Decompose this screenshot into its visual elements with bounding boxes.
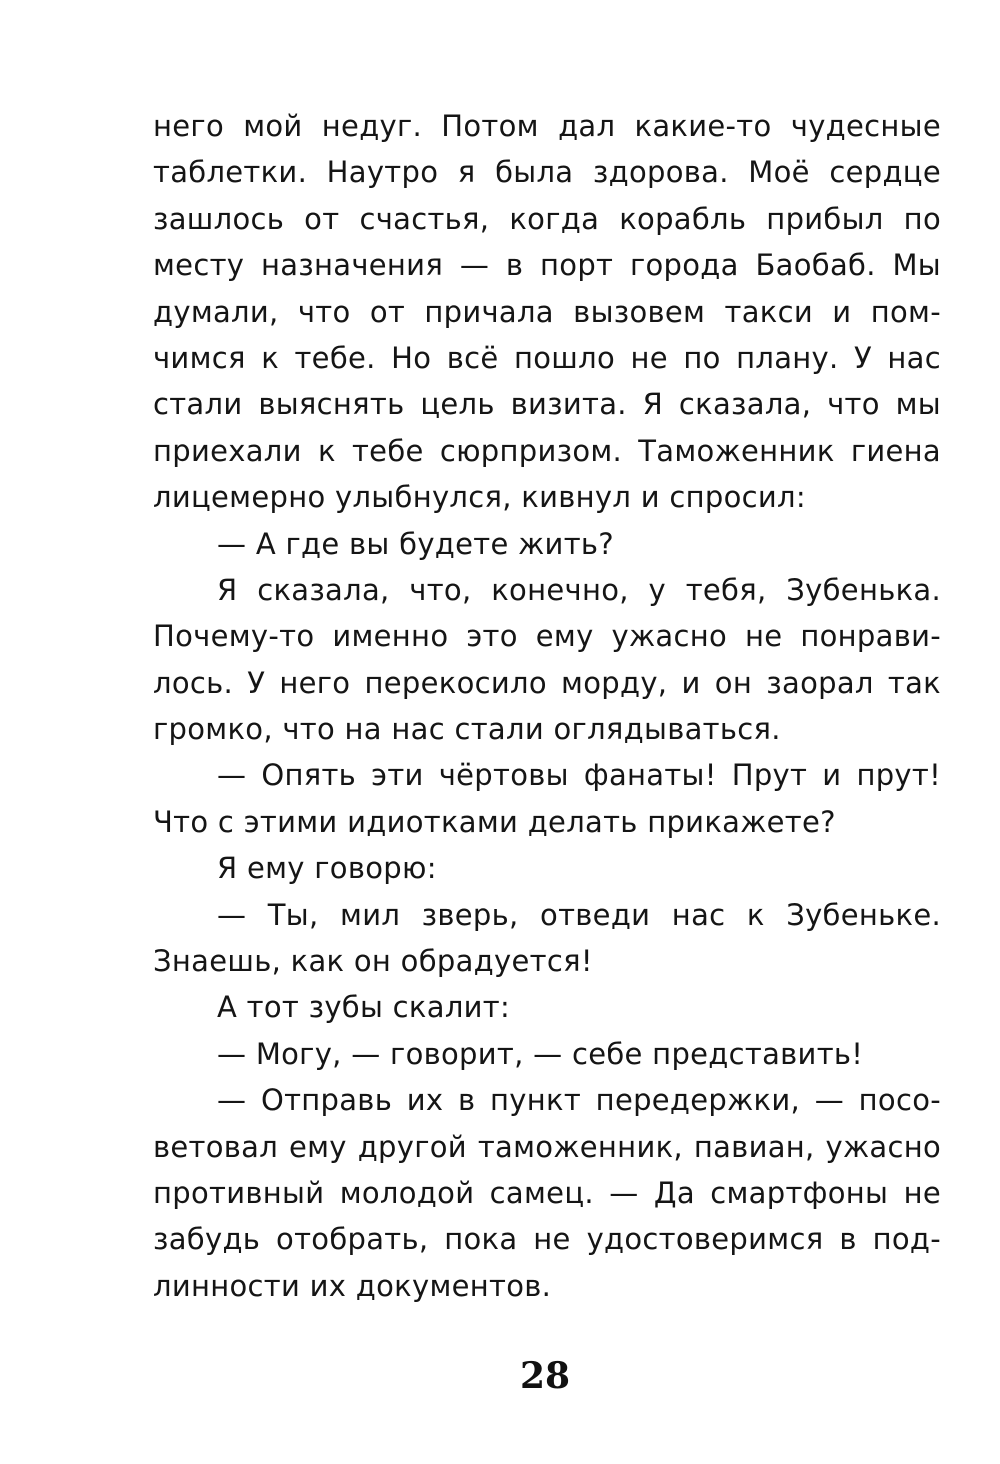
- text-line: — Могу, — говорит, — себе представить!: [217, 1036, 864, 1071]
- text-line: зашлось от счастья, когда корабль прибыл по: [153, 201, 941, 236]
- text-line: А тот зубы скалит:: [217, 990, 511, 1025]
- text-line: лицемерно улыбнулся, кивнул и спросил:: [153, 480, 806, 515]
- text-line: него мой недуг. Потом дал какие-то чудесные: [153, 109, 941, 143]
- text-line: чимся к тебе. Но всё пошло не по плану. У нас: [153, 340, 941, 375]
- text-line: забудь отобрать, пока не удостоверимся в под-: [153, 1222, 941, 1257]
- text-line: приехали к тебе сюрпризом. Таможенник гиена: [153, 433, 941, 468]
- text-line: — Отправь их в пункт передержки, — посо-: [217, 1083, 941, 1118]
- text-line: ветовал ему другой таможенник, павиан, ужасно: [153, 1129, 941, 1164]
- text-line: лось. У него перекосило морду, и он заорал так: [153, 665, 941, 700]
- text-line: линности их документов.: [153, 1268, 552, 1303]
- text-line: Я ему говорю:: [217, 851, 437, 886]
- page-body: [153, 103, 941, 1333]
- text-line: стали выяснять цель визита. Я сказала, что мы: [153, 387, 941, 422]
- text-line: месту назначения — в порт города Баобаб. Мы: [153, 248, 941, 283]
- text-line: таблетки. Наутро я была здорова. Моё сердце: [153, 155, 941, 190]
- text-line: думали, что от причала вызовем такси и пом-: [153, 294, 941, 329]
- page-number: 28: [519, 1355, 571, 1397]
- text-line: Знаешь, как он обрадуется!: [153, 944, 593, 979]
- text-line: громко, что на нас стали оглядываться.: [153, 712, 781, 747]
- text-line: Я сказала, что, конечно, у тебя, Зубенька.: [217, 572, 941, 607]
- text-line: противный молодой самец. — Да смартфоны не: [153, 1175, 941, 1210]
- text-line: — Ты, мил зверь, отведи нас к Зубеньке.: [217, 897, 941, 932]
- text-line: Почему-то именно это ему ужасно не понрави-: [153, 619, 941, 654]
- text-line: Что с этими идиотками делать прикажете?: [153, 804, 836, 839]
- text-line: — Опять эти чёртовы фанаты! Прут и прут!: [217, 758, 941, 793]
- text-line: — А где вы будете жить?: [217, 526, 614, 561]
